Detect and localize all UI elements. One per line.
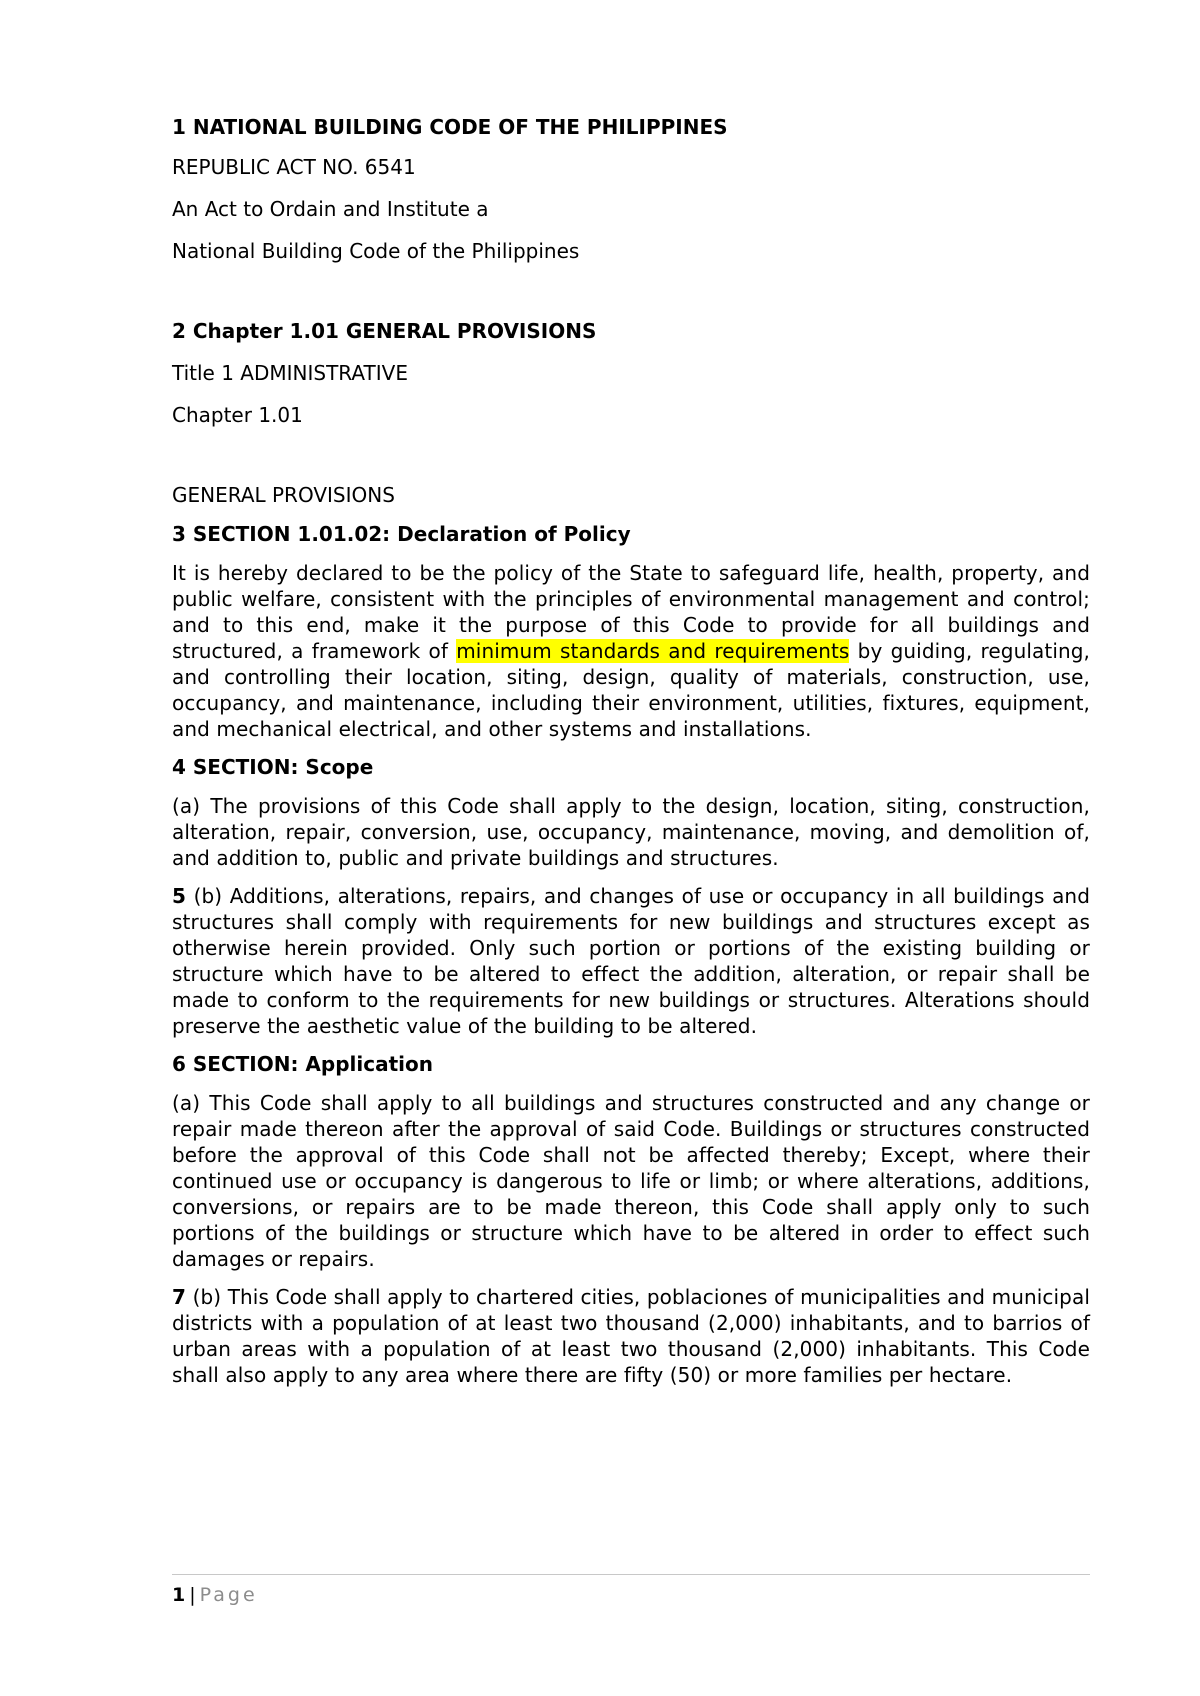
chapter-label: Chapter 1.01 — [172, 403, 303, 427]
section-3-paragraph — [172, 560, 1090, 742]
general-provisions-label: GENERAL PROVISIONS — [172, 483, 395, 507]
section-6-paragraph-b-text: (b) This Code shall apply to chartered cities, poblaciones of municipalities and municipal districts with a population of at least two thousand (2,000) inhabitants, and to barrios of urban areas with a population of at least two thousand (2,000) inhabitants. This Code shall also apply to any area where there are fifty (50) or more families per hectare. — [172, 1285, 1090, 1387]
document-page — [172, 114, 1090, 1388]
paragraph-number-5: 5 — [172, 884, 187, 908]
section-4-heading: 4 SECTION: Scope — [172, 755, 374, 779]
section-6-paragraph-b — [172, 1284, 1090, 1388]
footer-separator: | — [189, 1584, 196, 1606]
act-number: REPUBLIC ACT NO. 6541 — [172, 155, 416, 179]
section-6-paragraph-a: (a) This Code shall apply to all buildings and structures constructed and any change or repair made thereon after the approval of said Code. Buildings or structures constructed before the approval of this Code shall not be affected thereby; Except, where their continued use or occupancy is dangerous to life or limb; or where alterations, additions, conversions, or repairs are to be made thereon, this Code shall apply only to such portions of the buildings or structure which have to be altered in order to effect such damages or repairs. — [172, 1091, 1090, 1271]
section-4-paragraph-b — [172, 883, 1090, 1039]
chapter-heading: 2 Chapter 1.01 GENERAL PROVISIONS — [172, 319, 597, 343]
section-3-heading: 3 SECTION 1.01.02: Declaration of Policy — [172, 522, 631, 546]
act-subtitle-line-2: National Building Code of the Philippines — [172, 239, 580, 263]
section-6-heading: 6 SECTION: Application — [172, 1052, 433, 1076]
section-3-text-before: It is hereby declared to be the policy of the State to safeguard life, health, property, and public welfare, consistent with the principles of environmental management and control; and to this end, make it the purpose of this Code to provide for all buildings and structured, a framework of — [172, 561, 1090, 663]
section-4-paragraph-b-text: (b) Additions, alterations, repairs, and changes of use or occupancy in all buildings and structures shall comply with requirements for new buildings and structures except as otherwise herein provided. Only such portion or portions of the existing building or structure which have to be altered to effect the addition, alteration, or repair shall be made to conform to the requirements for new buildings or structures. Alterations should preserve the aesthetic value of the building to be altered. — [172, 884, 1090, 1038]
highlighted-text: minimum standards and requirements — [456, 639, 850, 663]
page-number: 1 — [172, 1584, 186, 1606]
section-3-text-after: by guiding, regulating, and controlling their location, siting, design, quality of materials, construction, use, occupancy, and maintenance, including their environment, utilities, fixtures, equipment, and mechanical electrical, and other systems and installations. — [172, 639, 1091, 741]
act-subtitle-line-1: An Act to Ordain and Institute a — [172, 197, 489, 221]
paragraph-number-7: 7 — [172, 1285, 187, 1309]
title-label: Title 1 ADMINISTRATIVE — [172, 361, 408, 385]
section-4-paragraph-a: (a) The provisions of this Code shall apply to the design, location, siting, construction, alteration, repair, conversion, use, occupancy, maintenance, moving, and demolition of, and addition to, public and private buildings and structures. — [172, 794, 1090, 870]
page-label: Page — [199, 1584, 258, 1606]
document-title: 1 NATIONAL BUILDING CODE OF THE PHILIPPINES — [172, 115, 728, 139]
page-footer — [172, 1574, 1090, 1607]
